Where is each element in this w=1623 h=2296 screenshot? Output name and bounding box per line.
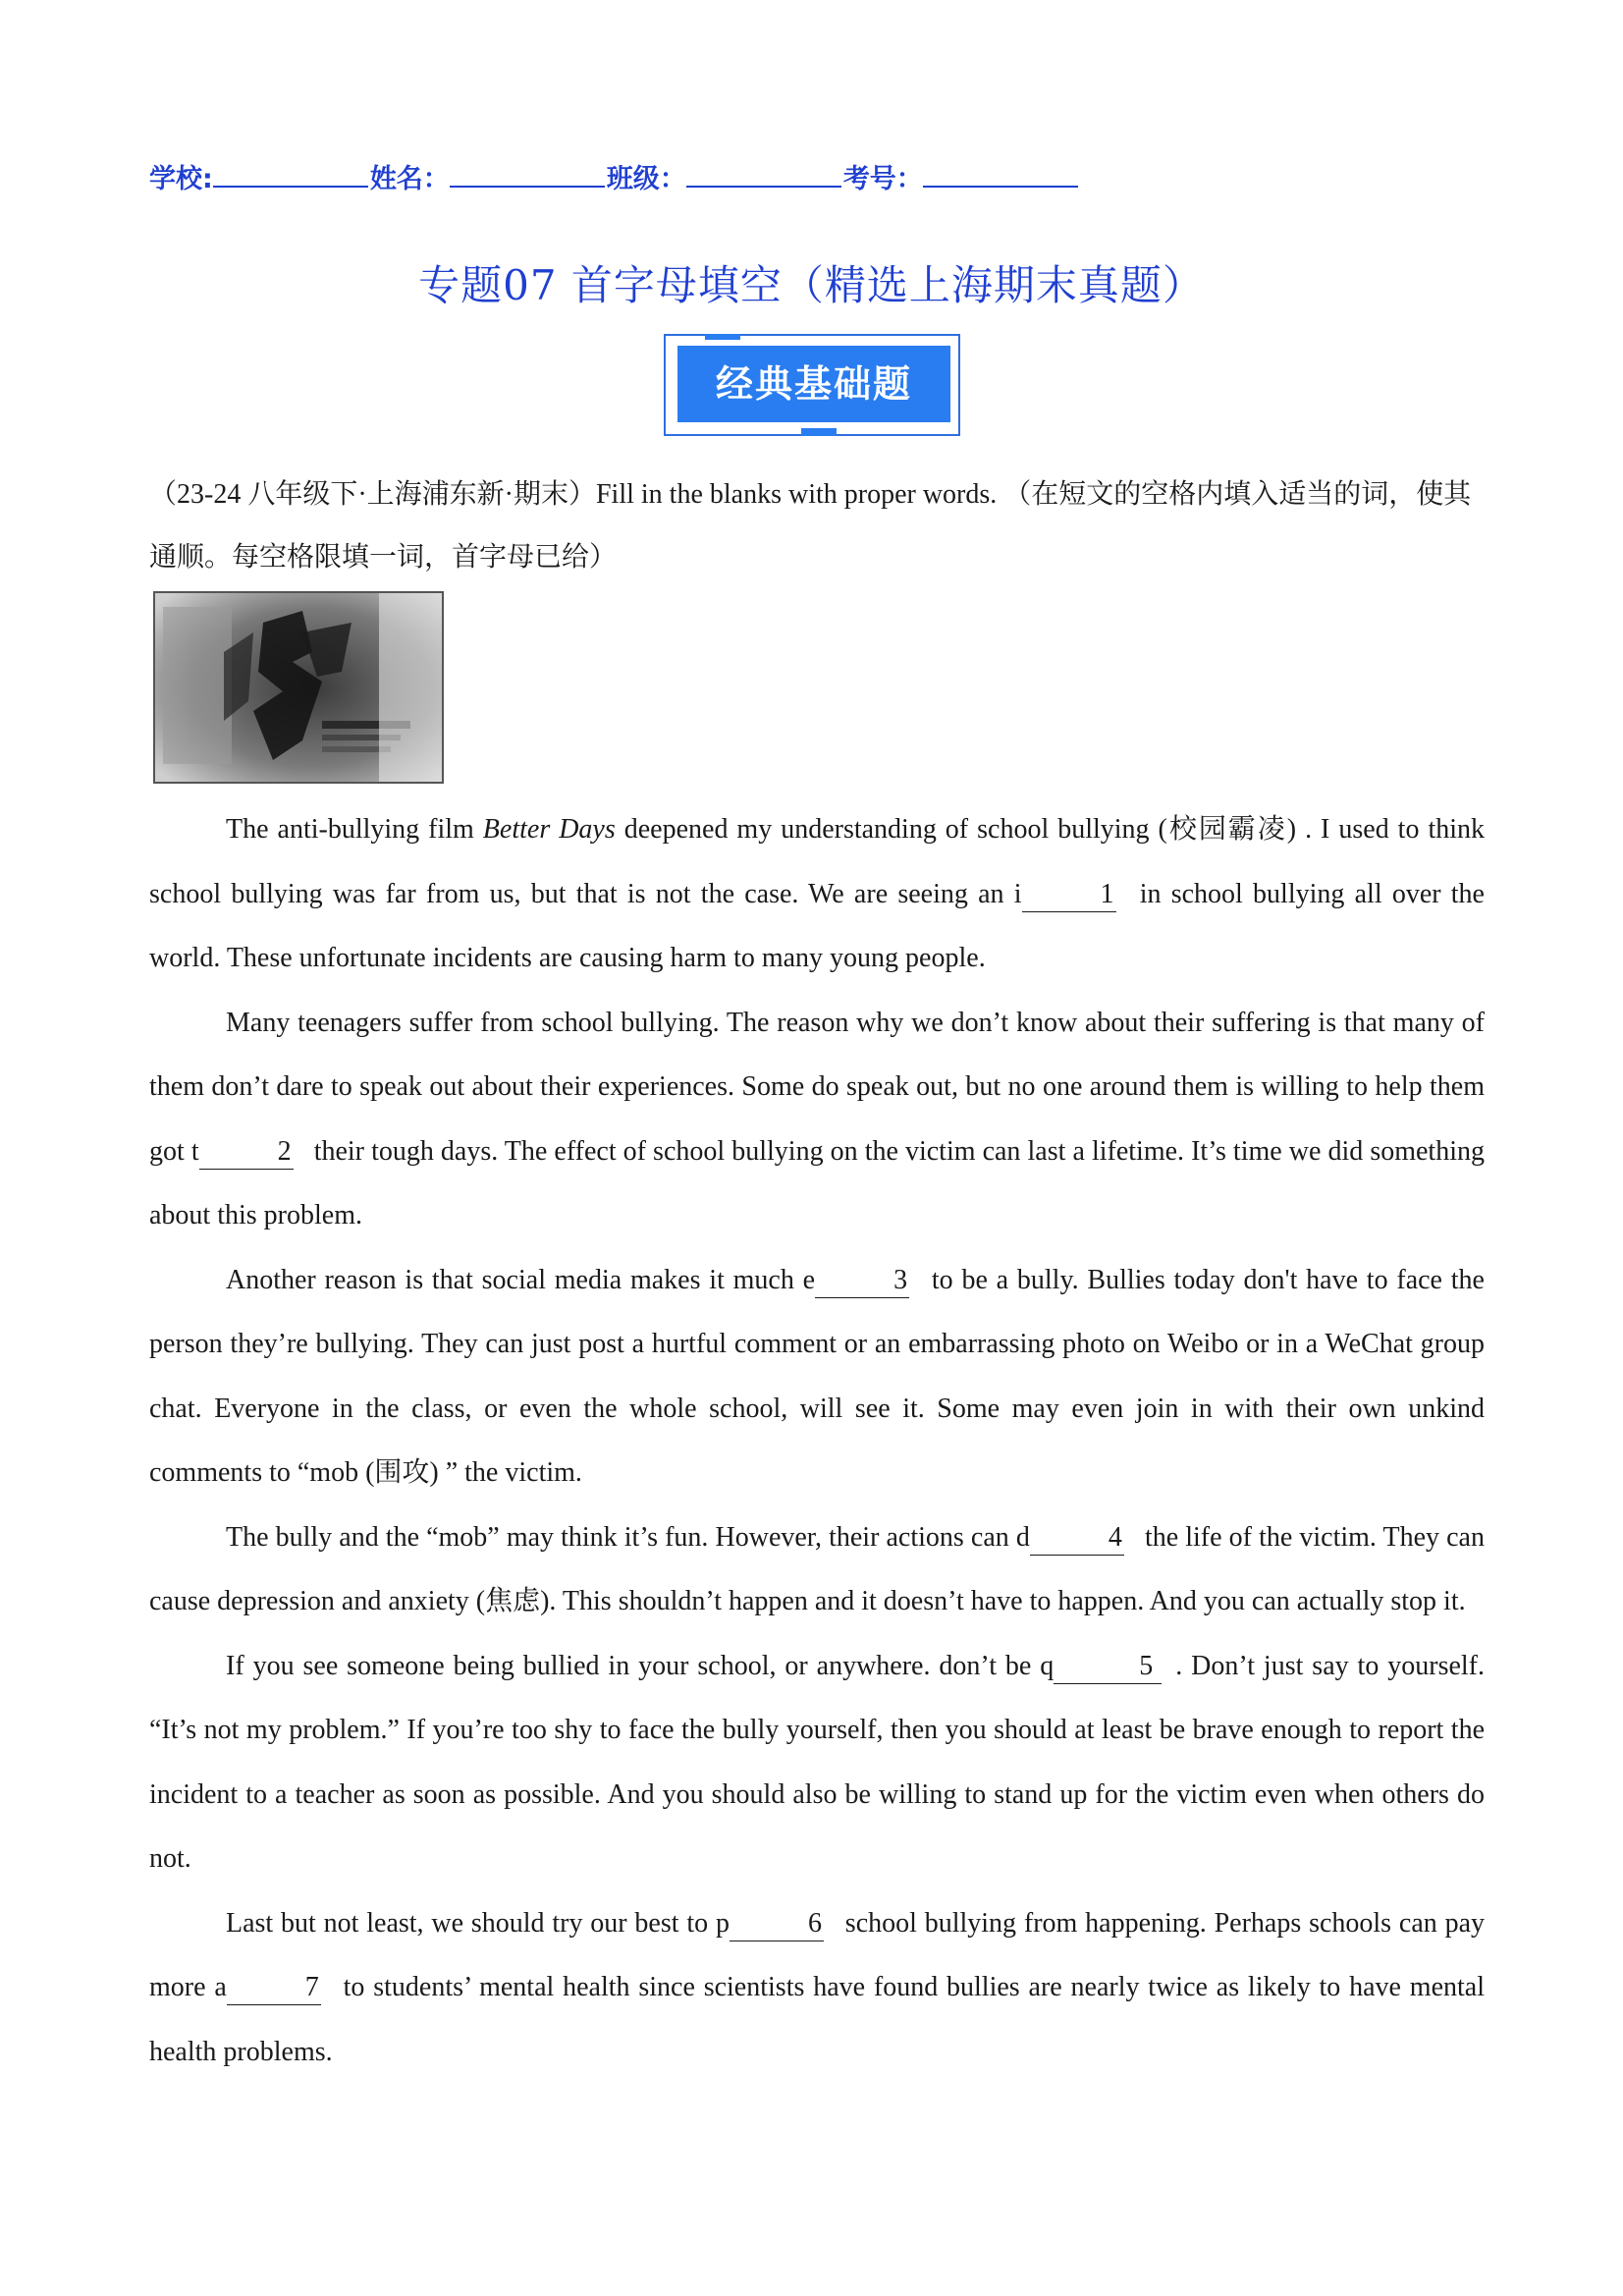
name-label: 姓名： [369, 164, 450, 194]
badge-accent-top [705, 334, 740, 340]
paragraph-6: Last but not least, we should try our best to p 6 school bullying from happening. Perhaps schools can pay more a 7 to students’ mental health since scientists have found bullies are nearly twice as likely to have mental health problems. [149, 1907, 1486, 2067]
section-badge [664, 334, 968, 444]
exam-no-blank[interactable] [923, 160, 1078, 188]
name-blank[interactable] [450, 160, 605, 188]
exam-no-label: 考号： [842, 164, 923, 194]
school-label: 学校: [149, 164, 213, 194]
blank-2[interactable]: 2 [199, 1135, 294, 1170]
blank-3[interactable]: 3 [815, 1264, 909, 1298]
movie-poster-image [153, 591, 444, 784]
paragraph-5: If you see someone being bullied in your school, or anywhere. don’t be q 5 . Don’t just say to yourself. “It’s not my problem.” If you’re too shy to face the bully yourself, then you should at least be brave enough to report the incident to a teacher as soon as possible. And you should also be willing to stand up for the victim even when others do not. [149, 1650, 1485, 1874]
paragraph-4: The bully and the “mob” may think it’s fun. However, their actions can d 4 the life of the victim. They can cause depression and anxiety (焦虑). This shouldn’t happen and it doesn’t have to happen. And you can actually stop it. [149, 1521, 1485, 1616]
blank-6[interactable]: 6 [730, 1907, 824, 1941]
page-title: 专题07 首字母填空（精选上海期末真题） [418, 261, 1205, 309]
school-blank[interactable] [213, 160, 368, 188]
class-blank[interactable] [686, 160, 841, 188]
class-label: 班级： [606, 164, 686, 194]
film-title: Better Days [482, 814, 616, 845]
blank-4[interactable]: 4 [1030, 1521, 1124, 1556]
paragraph-3: Another reason is that social media makes it much e 3 to be a bully. Bullies today don't have to face the person they’re bullying. They can just post a hurtful comment or an embarrassing photo on Weibo or in a WeChat group chat. Everyone in the class, or even the whole school, will see it. Some may even join in with their own unkind comments to “mob (围攻) ” the victim. [149, 1264, 1485, 1488]
blank-7[interactable]: 7 [227, 1971, 321, 2005]
paragraph-2: Many teenagers suffer from school bullying. The reason why we don’t know about their suffering is that many of them don’t dare to speak out about their experiences. Some do speak out, but no one around them is willing to help them got t 2 their tough days. The effect of school bullying on the victim can last a lifetime. It’s time we did something about this problem. [149, 1007, 1485, 1230]
poster-artwork [155, 593, 442, 782]
badge-accent-bottom [801, 428, 837, 436]
reading-passage [149, 797, 1485, 2084]
badge-label: 经典基础题 [677, 346, 950, 422]
blank-1[interactable]: 1 [1022, 878, 1116, 912]
blank-5[interactable]: 5 [1054, 1650, 1162, 1684]
paragraph-1: The anti-bullying film Better Days deepened my understanding of school bullying (校园霸凌) . I used to think school bullying was far from us, but that is not the case. We are seeing an i 1 in school bullying all over the world. These unfortunate incidents are causing harm to many young people. [149, 814, 1485, 973]
question-instructions: （23-24 八年级下·上海浦东新·期末）Fill in the blanks with proper words. （在短文的空格内填入适当的词，使其通顺。每空格限填一词，首字母已给） [149, 479, 1472, 573]
student-info-line [149, 157, 1080, 195]
